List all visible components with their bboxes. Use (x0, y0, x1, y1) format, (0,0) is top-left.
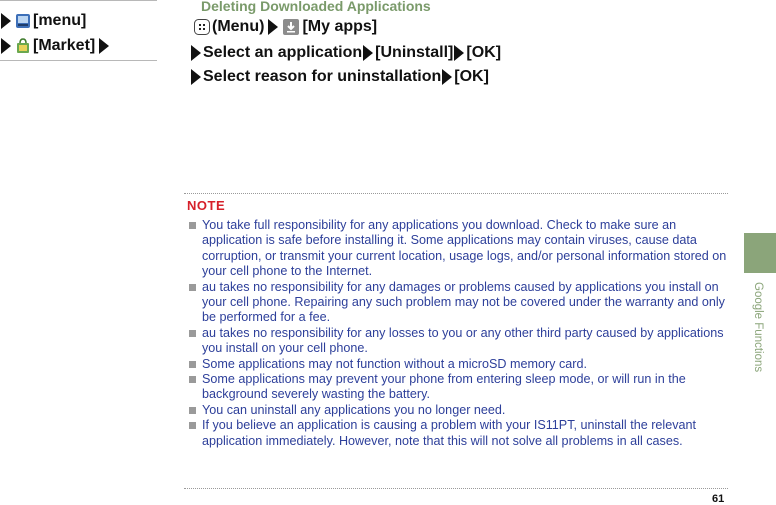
menu-key-icon (194, 19, 210, 35)
arrow-icon (442, 69, 452, 85)
market-app-icon (15, 38, 31, 54)
arrow-icon (191, 69, 201, 85)
left-divider (0, 60, 157, 61)
section-title: Deleting Downloaded Applications (201, 0, 431, 14)
arrow-icon (99, 38, 109, 54)
download-icon (282, 18, 300, 36)
arrow-icon (454, 45, 464, 61)
left-market-label: [Market] (33, 37, 96, 54)
bullet-square-icon (189, 407, 196, 414)
note-list (187, 218, 731, 449)
menu-app-icon (15, 13, 31, 29)
left-menu-label: [menu] (33, 12, 87, 29)
bullet-square-icon (189, 422, 196, 429)
arrow-icon (1, 13, 11, 29)
bullet-square-icon (189, 222, 196, 229)
ok-label: [OK] (466, 44, 502, 61)
arrow-icon (268, 19, 278, 35)
left-step-menu (0, 12, 86, 30)
bullet-square-icon (189, 284, 196, 291)
step-line-1 (192, 18, 377, 36)
note-item: au takes no responsibility for any damages or problems caused by applications you install on your cell phone. Repairing any such problem may not be covered under the warranty and only be performed for a fee. (187, 280, 731, 326)
bullet-square-icon (189, 330, 196, 337)
chapter-tab (744, 233, 776, 273)
step-line-3 (190, 68, 489, 86)
bullet-square-icon (189, 361, 196, 368)
note-label: NOTE (187, 198, 226, 213)
note-item: You take full responsibility for any applications you download. Check to make sure an application is safe before installing it. Some applications may contain viruses, cause data corruption, or transmit your current location, usage logs, and/or personal information stored on your cell phone to the Internet. (187, 218, 731, 280)
note-item: If you believe an application is causing a problem with your IS11PT, uninstall the relevant application immediately. However, note that this will not solve all problems in all cases. (187, 418, 731, 449)
page-number: 61 (712, 493, 725, 505)
note-item: You can uninstall any applications you no longer need. (187, 403, 731, 418)
note-item: Some applications may not function without a microSD memory card. (187, 357, 731, 372)
note-item: Some applications may prevent your phone from entering sleep mode, or will run in the background severely wasting the battery. (187, 372, 731, 403)
my-apps-label: [My apps] (302, 18, 378, 35)
note-top-rule (184, 193, 728, 194)
ok-label-2: [OK] (454, 68, 489, 85)
note-item: au takes no responsibility for any losses to you or any other third party caused by applications you install on your cell phone. (187, 326, 731, 357)
left-step-market (0, 37, 111, 55)
arrow-icon (191, 45, 201, 61)
chapter-label: Google Functions (752, 282, 764, 373)
arrow-icon (363, 45, 373, 61)
step-line-2 (190, 44, 501, 62)
select-reason-label: Select reason for uninstallation (203, 68, 442, 85)
arrow-icon (1, 38, 11, 54)
note-bottom-rule (184, 488, 728, 489)
bullet-square-icon (189, 376, 196, 383)
uninstall-label: [Uninstall] (375, 44, 454, 61)
select-app-label: Select an application (203, 44, 363, 61)
menu-label: (Menu) (212, 18, 265, 35)
top-left-rule (0, 0, 157, 1)
